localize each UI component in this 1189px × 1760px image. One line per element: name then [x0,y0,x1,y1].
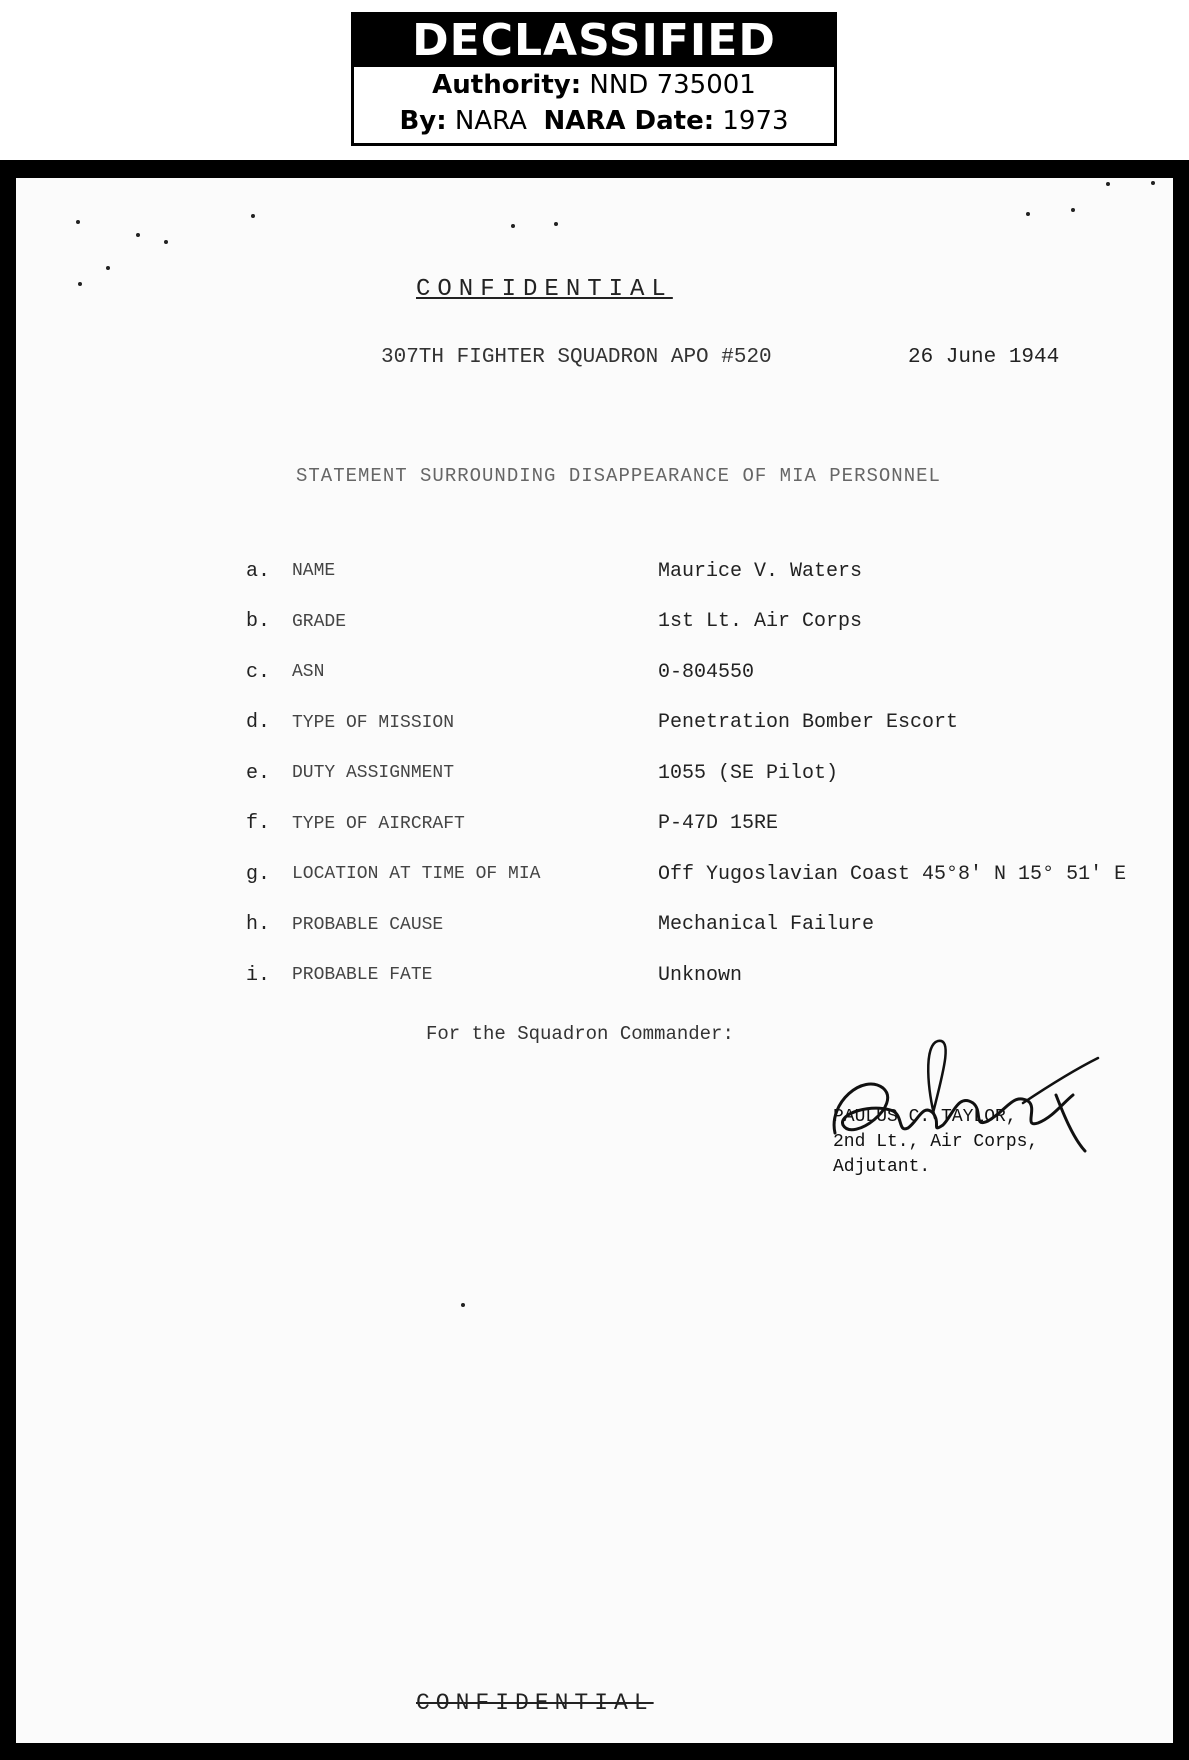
field-letter: e. [246,761,271,785]
signatory-block [833,1105,1038,1180]
field-value: Mechanical Failure [658,913,875,937]
scan-speck [136,233,140,237]
field-value: 1st Lt. Air Corps [658,610,863,634]
scan-speck [461,1303,465,1307]
stamp-date-value: 1973 [722,106,789,136]
field-label: ASN [292,662,325,683]
field-row [246,799,1166,850]
scan-speck [78,282,82,286]
unit-line: 307TH FIGHTER SQUADRON APO #520 [381,346,772,369]
scan-speck [1106,182,1110,186]
declassified-stamp [351,12,837,146]
field-value: Penetration Bomber Escort [658,711,959,735]
statement-title: STATEMENT SURROUNDING DISAPPEARANCE OF MIA PERSONNEL [296,465,941,487]
field-letter: b. [246,610,271,634]
field-value: 0-804550 [658,660,755,684]
field-letter: i. [246,963,271,987]
field-label: PROBABLE CAUSE [292,914,444,935]
field-label: DUTY ASSIGNMENT [292,763,455,784]
personnel-fields [246,546,1166,1001]
classification-footer: CONFIDENTIAL [416,1690,654,1716]
scan-speck [251,214,255,218]
field-letter: a. [246,559,271,583]
field-row [246,950,1166,1001]
field-value: P-47D 15RE [658,812,779,836]
signatory-title: Adjutant. [833,1157,931,1177]
field-value: Maurice V. Waters [658,559,863,583]
field-label: NAME [292,561,336,582]
field-label: LOCATION AT TIME OF MIA [292,864,541,885]
scan-speck [1026,212,1030,216]
stamp-by-label: By: [399,106,447,136]
field-row [246,900,1166,951]
stamp-by-line [354,103,834,139]
field-label: TYPE OF AIRCRAFT [292,813,465,834]
document-scan-frame [0,160,1189,1760]
field-row [246,546,1166,597]
field-letter: d. [246,711,271,735]
field-label: TYPE OF MISSION [292,712,455,733]
stamp-authority-line [354,67,834,103]
signatory-name: PAULUS C. TAYLOR, [833,1107,1017,1127]
field-letter: h. [246,913,271,937]
stamp-by-value: NARA [454,106,527,136]
scan-speck [164,240,168,244]
field-row [246,597,1166,648]
field-value: Unknown [658,963,743,987]
stamp-title: DECLASSIFIED [354,15,834,67]
field-value: 1055 (SE Pilot) [658,761,839,785]
document-page [16,178,1173,1743]
field-letter: g. [246,862,271,886]
signatory-rank: 2nd Lt., Air Corps, [833,1132,1039,1152]
scan-speck [554,222,558,226]
stamp-authority-value: NND 735001 [589,70,756,100]
field-letter: f. [246,812,271,836]
field-label: PROBABLE FATE [292,965,433,986]
field-row [246,748,1166,799]
field-letter: c. [246,660,271,684]
field-row [246,647,1166,698]
field-row [246,849,1166,900]
scan-speck [511,224,515,228]
closing-line: For the Squadron Commander: [426,1023,734,1045]
stamp-authority-label: Authority: [432,70,582,100]
scan-speck [1071,208,1075,212]
scan-speck [106,266,110,270]
field-label: GRADE [292,611,347,632]
scan-speck [76,220,80,224]
scan-speck [1151,181,1155,185]
field-value: Off Yugoslavian Coast 45°8' N 15° 51' E [658,862,1127,886]
field-row [246,698,1166,749]
classification-header: CONFIDENTIAL [416,276,673,303]
document-date: 26 June 1944 [908,346,1060,369]
stamp-date-label: NARA Date: [543,106,715,136]
